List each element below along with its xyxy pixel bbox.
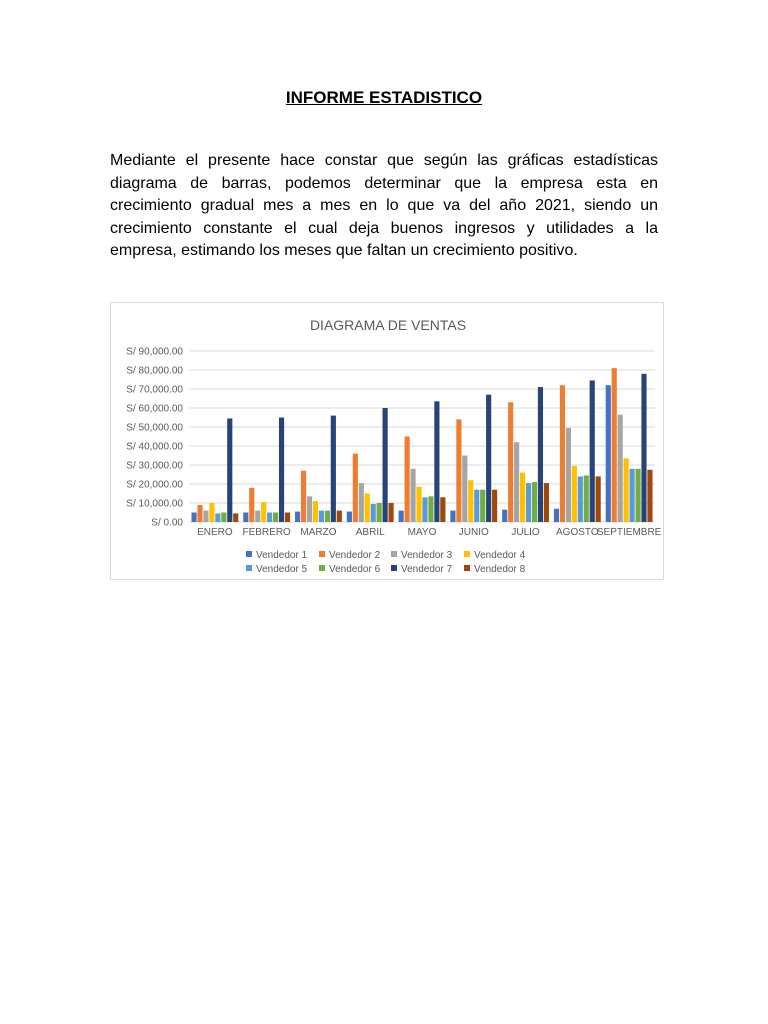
bar-vendedor-2-julio xyxy=(508,402,513,522)
bar-vendedor-5-febrero xyxy=(267,513,272,523)
y-tick-label: S/ 40,000.00 xyxy=(126,441,183,453)
bar-vendedor-4-mayo xyxy=(416,487,421,522)
bar-vendedor-6-marzo xyxy=(325,511,330,522)
bar-vendedor-6-septiembre xyxy=(635,469,640,522)
legend-label: Vendedor 2 xyxy=(329,550,381,561)
legend-swatch xyxy=(464,551,470,557)
bar-vendedor-8-abril xyxy=(388,503,393,522)
bar-vendedor-6-mayo xyxy=(428,496,433,522)
y-tick-label: S/ 30,000.00 xyxy=(126,460,183,472)
chart-title: DIAGRAMA DE VENTAS xyxy=(309,317,467,333)
sales-chart xyxy=(110,302,664,580)
bar-vendedor-2-agosto xyxy=(560,385,565,522)
bar-vendedor-8-septiembre xyxy=(647,470,652,522)
legend-label: Vendedor 1 xyxy=(256,550,308,561)
bar-vendedor-5-marzo xyxy=(319,511,324,522)
bar-vendedor-2-junio xyxy=(456,419,461,522)
bar-vendedor-6-agosto xyxy=(584,475,589,522)
bar-vendedor-8-julio xyxy=(544,483,549,522)
bar-vendedor-7-septiembre xyxy=(641,374,646,522)
bar-vendedor-1-septiembre xyxy=(606,385,611,522)
x-tick-label: ABRIL xyxy=(355,527,385,538)
bar-vendedor-8-enero xyxy=(233,513,238,522)
bar-vendedor-7-enero xyxy=(227,418,232,522)
legend-label: Vendedor 8 xyxy=(474,564,526,575)
bar-vendedor-6-enero xyxy=(221,513,226,523)
bar-vendedor-7-febrero xyxy=(279,418,284,523)
y-tick-label: S/ 80,000.00 xyxy=(126,365,183,377)
bar-vendedor-2-septiembre xyxy=(612,368,617,522)
bar-vendedor-5-julio xyxy=(526,483,531,522)
x-tick-label: JULIO xyxy=(511,527,540,538)
bar-vendedor-7-julio xyxy=(538,387,543,522)
x-tick-label: JUNIO xyxy=(458,527,489,538)
bar-vendedor-5-septiembre xyxy=(630,469,635,522)
bar-vendedor-8-mayo xyxy=(440,497,445,522)
y-tick-label: S/ 10,000.00 xyxy=(126,498,183,510)
document-title: INFORME ESTADISTICO xyxy=(285,88,483,107)
y-tick-label: S/ 90,000.00 xyxy=(126,346,183,358)
legend-swatch xyxy=(319,565,325,571)
bar-vendedor-4-enero xyxy=(209,503,214,522)
bar-vendedor-6-abril xyxy=(377,503,382,522)
bar-vendedor-3-junio xyxy=(462,456,467,523)
bar-vendedor-7-junio xyxy=(486,395,491,522)
bar-vendedor-2-marzo xyxy=(301,471,306,522)
y-tick-label: S/ 70,000.00 xyxy=(126,384,183,396)
bar-vendedor-1-abril xyxy=(347,512,352,522)
legend-label: Vendedor 7 xyxy=(401,564,453,575)
bar-vendedor-4-julio xyxy=(520,473,525,522)
bar-vendedor-1-agosto xyxy=(554,509,559,522)
bar-vendedor-2-abril xyxy=(353,454,358,522)
legend-swatch xyxy=(391,551,397,557)
bar-vendedor-4-septiembre xyxy=(624,458,629,522)
bar-vendedor-7-agosto xyxy=(590,380,595,522)
bar-vendedor-1-febrero xyxy=(243,513,248,523)
bar-vendedor-5-enero xyxy=(215,513,220,522)
bar-vendedor-3-julio xyxy=(514,442,519,522)
legend-swatch xyxy=(246,551,252,557)
legend-label: Vendedor 4 xyxy=(474,550,526,561)
bar-vendedor-6-julio xyxy=(532,482,537,522)
x-tick-label: SEPTIEMBRE xyxy=(596,527,662,538)
bar-vendedor-1-marzo xyxy=(295,512,300,522)
bar-vendedor-4-febrero xyxy=(261,502,266,522)
bar-vendedor-1-enero xyxy=(191,513,196,523)
bar-vendedor-8-marzo xyxy=(337,511,342,522)
legend-label: Vendedor 5 xyxy=(256,564,308,575)
y-tick-label: S/ 50,000.00 xyxy=(126,422,183,434)
bar-vendedor-2-mayo xyxy=(405,437,410,523)
legend-swatch xyxy=(246,565,252,571)
bar-vendedor-4-abril xyxy=(365,494,370,523)
bar-vendedor-3-agosto xyxy=(566,428,571,522)
bar-vendedor-4-agosto xyxy=(572,466,577,522)
bar-vendedor-3-febrero xyxy=(255,511,260,522)
bar-vendedor-2-febrero xyxy=(249,488,254,522)
bar-vendedor-8-agosto xyxy=(596,476,601,522)
bar-vendedor-3-abril xyxy=(359,483,364,522)
bar-vendedor-2-enero xyxy=(197,505,202,522)
x-tick-label: MARZO xyxy=(300,527,337,538)
legend-swatch xyxy=(319,551,325,557)
bar-vendedor-3-mayo xyxy=(410,469,415,522)
legend-label: Vendedor 3 xyxy=(401,550,453,561)
bar-vendedor-7-marzo xyxy=(331,416,336,522)
x-tick-label: AGOSTO xyxy=(556,527,599,538)
bar-vendedor-3-enero xyxy=(203,511,208,522)
bar-vendedor-7-mayo xyxy=(434,401,439,522)
bar-vendedor-1-julio xyxy=(502,510,507,522)
bar-vendedor-1-mayo xyxy=(399,511,404,522)
bar-vendedor-4-junio xyxy=(468,480,473,522)
body-paragraph: Mediante el presente hace constar que según las gráficas estadísticas diagrama de barras, podemos determinar que la empresa esta en crecimiento gradual mes a mes en lo que va del año 2021, siendo un crecimiento constante el cual deja buenos ingresos y utilidades a la empresa, estimando los meses que faltan un crecimiento positivo. xyxy=(110,152,658,259)
y-tick-label: S/ 60,000.00 xyxy=(126,403,183,415)
bar-vendedor-6-febrero xyxy=(273,513,278,523)
x-tick-label: MAYO xyxy=(407,527,437,538)
bar-vendedor-3-marzo xyxy=(307,496,312,522)
y-tick-label: S/ 0.00 xyxy=(151,517,183,529)
legend-swatch xyxy=(464,565,470,571)
x-tick-label: FEBRERO xyxy=(242,527,291,538)
legend-swatch xyxy=(391,565,397,571)
bar-vendedor-5-abril xyxy=(371,504,376,522)
bar-vendedor-7-abril xyxy=(383,408,388,522)
bar-vendedor-3-septiembre xyxy=(618,415,623,522)
bar-vendedor-5-agosto xyxy=(578,476,583,522)
chart-svg xyxy=(111,303,665,581)
bar-vendedor-8-febrero xyxy=(285,513,290,523)
bar-vendedor-8-junio xyxy=(492,490,497,522)
bar-vendedor-5-junio xyxy=(474,490,479,522)
y-tick-label: S/ 20,000.00 xyxy=(126,479,183,491)
bar-vendedor-4-marzo xyxy=(313,501,318,522)
bar-vendedor-1-junio xyxy=(450,511,455,522)
bar-vendedor-5-mayo xyxy=(422,497,427,522)
bar-vendedor-6-junio xyxy=(480,490,485,522)
x-tick-label: ENERO xyxy=(197,527,233,538)
legend-label: Vendedor 6 xyxy=(329,564,381,575)
